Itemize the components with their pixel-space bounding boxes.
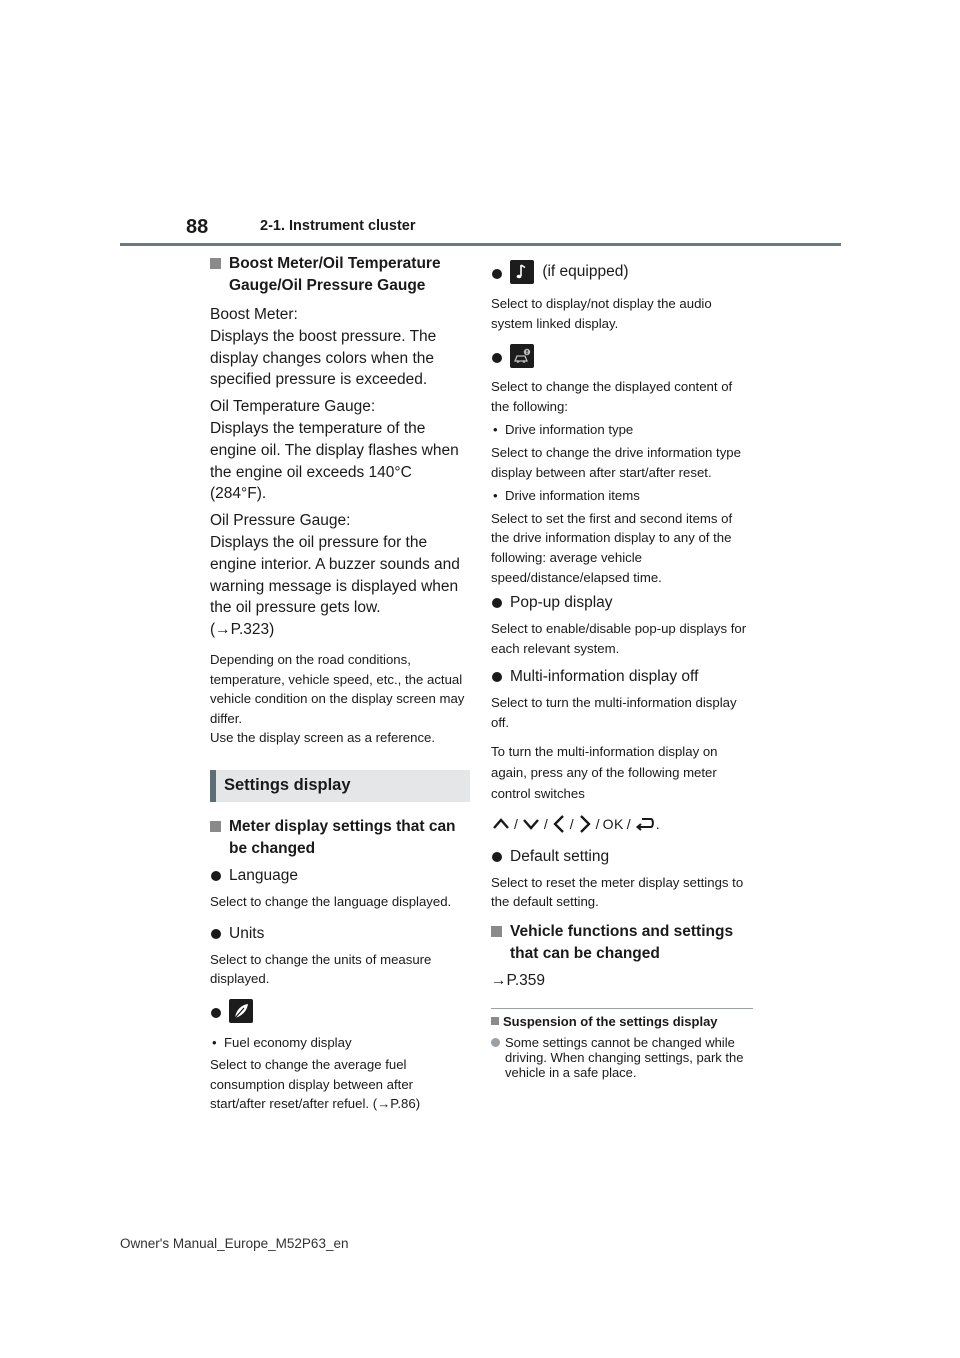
- mid-off-item: Multi-information display off: [491, 666, 753, 688]
- boost-heading: Boost Meter/Oil Temperature Gauge/Oil Pressure Gauge: [210, 253, 470, 297]
- boost-text: Displays the boost pressure. The display changes colors when the specified pressure is exceeded.: [210, 327, 437, 389]
- units-item: Units: [210, 923, 470, 945]
- bullet-dot-icon: [492, 852, 502, 862]
- chevron-right-icon: [577, 813, 593, 835]
- drive-info-item: [491, 344, 753, 370]
- depending-note: Depending on the road conditions, temperature, vehicle speed, etc., the actual vehicle condition on the display screen may differ. Use the display screen as a reference.: [210, 651, 465, 746]
- oil-pressure-block: [210, 510, 470, 641]
- fuel-icon-item: [210, 999, 470, 1025]
- heading-square-icon: [210, 258, 221, 269]
- popup-desc: Select to enable/disable pop-up displays for each relevant system.: [491, 621, 747, 656]
- bullet-dot-icon: [211, 871, 221, 881]
- bullet-dot-icon: [492, 269, 502, 279]
- drive-type-desc: Select to change the drive information type display between after start/after reset.: [491, 444, 741, 480]
- footer-manual-id: Owner's Manual_Europe_M52P63_en: [120, 1236, 349, 1251]
- note-item: Some settings cannot be changed while driving. When changing settings, park the vehicle in a safe place.: [491, 1035, 753, 1080]
- note-divider: [491, 1008, 753, 1009]
- oil-temp-text: Displays the temperature of the engine oil. The display flashes when the engine oil exceeds 140°C (284°F).: [210, 419, 459, 503]
- oil-temp-title: Oil Temperature Gauge:: [210, 398, 376, 416]
- default-item: Default setting: [491, 846, 753, 868]
- audio-desc: Select to display/not display the audio system linked display.: [491, 296, 712, 331]
- default-desc: Select to reset the meter display settings to the default setting.: [491, 874, 744, 910]
- drive-desc: Select to change the displayed content of the following:: [491, 379, 733, 414]
- fuel-desc: Select to change the average fuel consumption display between after start/after reset/after refuel. (→P.86): [210, 1057, 421, 1112]
- right-column: [491, 252, 753, 1080]
- drive-type-sub: • Drive information type: [491, 420, 753, 440]
- oil-pressure-title: Oil Pressure Gauge:: [210, 512, 351, 530]
- bullet-dot-icon: [492, 353, 502, 363]
- chevron-left-icon: [551, 813, 567, 835]
- header-divider: [120, 243, 841, 246]
- vehicle-heading: Vehicle functions and settings that can be changed: [491, 921, 753, 965]
- units-desc: Select to change the units of measure displayed.: [210, 951, 432, 987]
- boost-block: [210, 304, 470, 391]
- heading-square-icon: [491, 926, 502, 937]
- settings-display-banner: Settings display: [210, 770, 470, 802]
- page-header: [0, 0, 960, 250]
- audio-item: (if equipped): [491, 260, 753, 286]
- chevron-down-icon: [521, 814, 541, 834]
- fuel-leaf-icon: [229, 999, 253, 1023]
- heading-square-icon: [210, 821, 221, 832]
- oil-temp-block: [210, 396, 470, 505]
- bullet-dot-icon: [492, 598, 502, 608]
- oil-pressure-text: Displays the oil pressure for the engine interior. A buzzer sounds and warning message is displayed when the oil pressure gets low.: [210, 533, 460, 617]
- note-heading: Suspension of the settings display: [491, 1013, 753, 1031]
- left-column: [210, 252, 470, 1114]
- oil-pressure-ref-link[interactable]: (→P.323): [210, 621, 275, 639]
- section-title: 2-1. Instrument cluster: [260, 218, 416, 234]
- turn-on-desc: To turn the multi-information display on again, press any of the following meter control switches: [491, 743, 718, 801]
- back-arrow-icon: [634, 814, 656, 834]
- drive-items-desc: Select to set the first and second items of the drive information display to any of the following: average vehicle speed/distance/elapsed time.: [491, 510, 733, 585]
- boost-title: Boost Meter:: [210, 306, 298, 323]
- note-square-icon: [491, 1017, 499, 1025]
- page-number: 88: [186, 216, 209, 238]
- meter-settings-heading: Meter display settings that can be changed: [210, 816, 470, 860]
- popup-item: Pop-up display: [491, 592, 753, 614]
- meter-switch-row: / / / / OK / .: [491, 812, 753, 836]
- drive-items-sub: • Drive information items: [491, 486, 753, 506]
- drive-info-icon: [510, 344, 534, 368]
- language-item: Language: [210, 865, 470, 887]
- music-note-icon: [510, 260, 534, 284]
- chevron-up-icon: [491, 814, 511, 834]
- bullet-dot-icon: [211, 929, 221, 939]
- ok-switch-label: OK: [602, 815, 624, 832]
- fuel-economy-sub: • Fuel economy display: [210, 1033, 470, 1053]
- note-dot-icon: [491, 1038, 500, 1047]
- bullet-dot-icon: [492, 672, 502, 682]
- vehicle-ref-link[interactable]: →P.359: [491, 971, 546, 989]
- mid-off-desc: Select to turn the multi-information display off.: [491, 695, 737, 730]
- language-desc: Select to change the language displayed.: [210, 893, 452, 909]
- bullet-dot-icon: [211, 1008, 221, 1018]
